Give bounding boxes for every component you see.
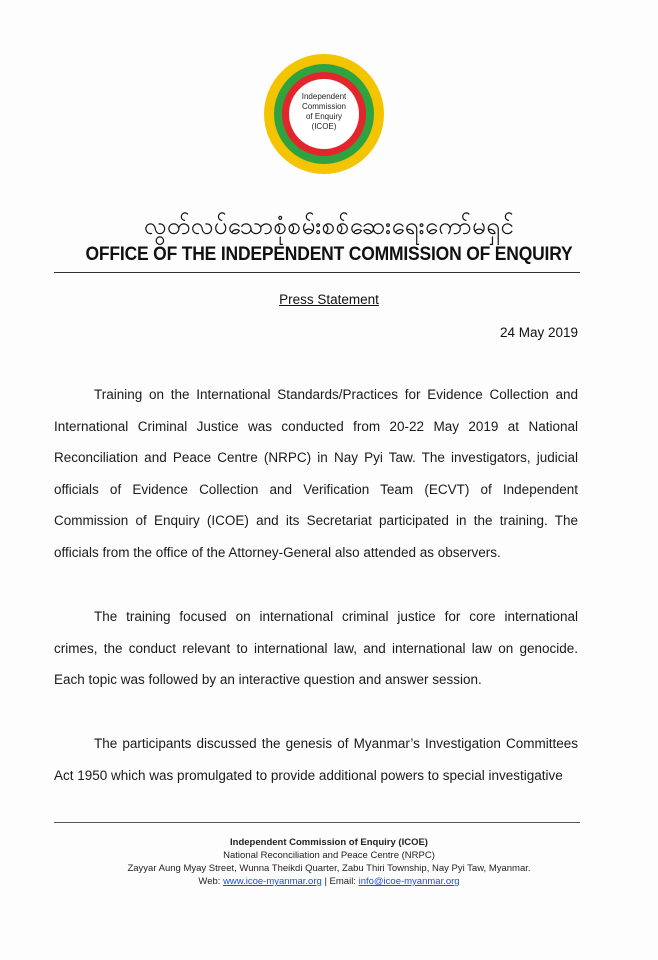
footer-divider	[54, 822, 580, 823]
letterhead-footer	[0, 836, 658, 888]
icoe-logo-seal	[263, 53, 385, 175]
footer-web-link[interactable]: www.icoe-myanmar.org	[223, 876, 322, 887]
icoe-logo	[263, 53, 385, 175]
burmese-office-title: လွတ်လပ်သောစုံစမ်းစစ်ဆေးရေးကော်မရှင်	[143, 212, 515, 240]
logo-text-line-3: of Enquiry	[305, 112, 343, 121]
header-divider	[54, 272, 580, 273]
english-office-title: OFFICE OF THE INDEPENDENT COMMISSION OF ENQUIRY	[85, 244, 573, 265]
footer-address: Zayyar Aung Myay Street, Wunna Theikdi Quarter, Zabu Thiri Township, Nay Pyi Taw, Myanmar.	[127, 863, 531, 874]
footer-email-link[interactable]: info@icoe-myanmar.org	[358, 876, 460, 887]
body-paragraph-1: Training on the International Standards/Practices for Evidence Collection and International Criminal Justice was conducted from 20-22 May 2019 at National Reconciliation and Peace Centre (NRPC) in Nay Pyi Taw. The investigators, judicial officials of Evidence Collection and Verification Team (ECVT) of Independent Commission of Enquiry (ICOE) and its Secretariat participated in the training. The officials from the office of the Attorney-General also attended as observers.	[54, 387, 578, 560]
logo-text-line-4: (ICOE)	[311, 122, 337, 131]
footer-contact-line	[0, 875, 658, 888]
logo-text-line-2: Commission	[301, 102, 347, 111]
body-paragraph-2: The training focused on international criminal justice for core international crimes, the conduct relevant to international law, and international law on genocide. Each topic was followed by an interactive question and answer session.	[54, 609, 578, 687]
footer-separator: |	[324, 876, 327, 887]
body-paragraph-3: The participants discussed the genesis of Myanmar’s Investigation Committees Act 1950 which was promulgated to provide additional powers to special investigative	[54, 736, 578, 783]
footer-org-name: Independent Commission of Enquiry (ICOE)	[230, 837, 428, 848]
logo-text-line-1: Independent	[301, 92, 347, 101]
footer-web-label: Web:	[198, 876, 221, 887]
footer-email-label: Email:	[329, 876, 356, 887]
document-type-heading: Press Statement	[279, 292, 379, 307]
footer-venue: National Reconciliation and Peace Centre (NRPC)	[223, 850, 435, 861]
document-date: 24 May 2019	[499, 325, 578, 340]
